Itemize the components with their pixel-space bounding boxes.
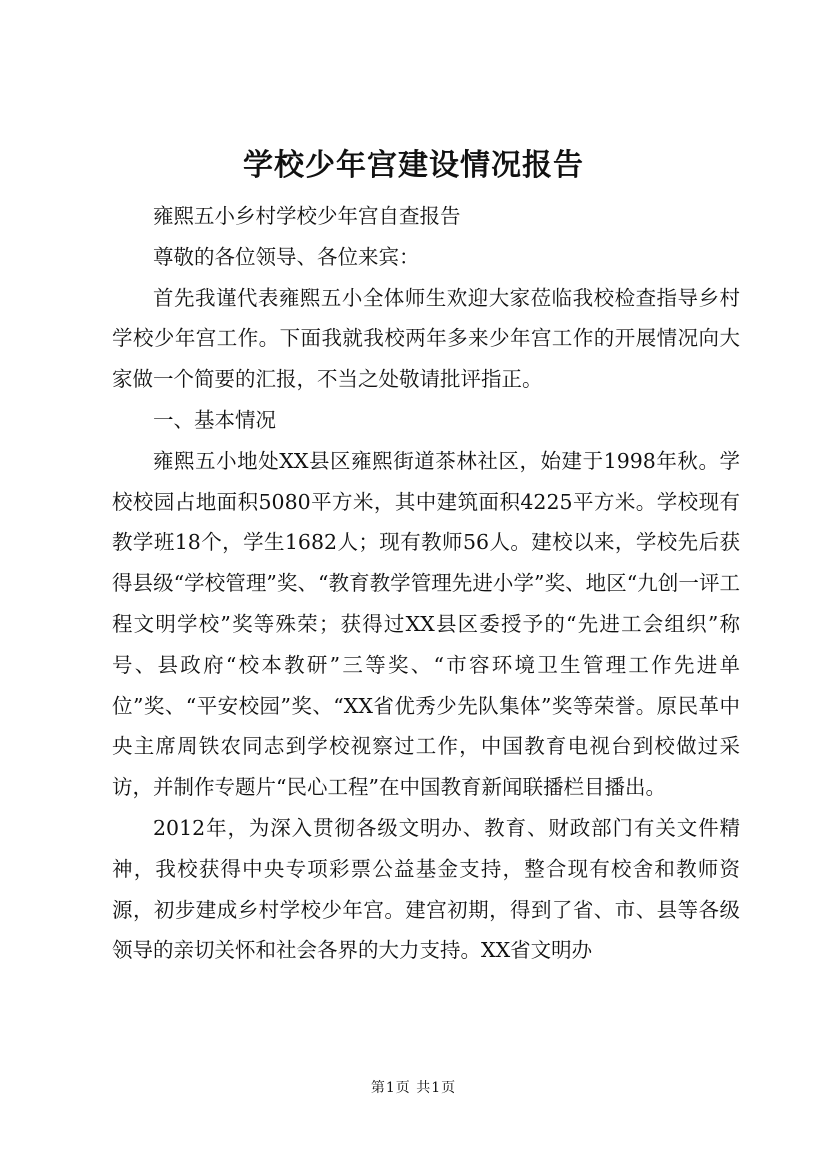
paragraph-salutation: 尊敬的各位领导、各位来宾： [153, 244, 420, 269]
paragraph-intro: 首先我谨代表雍熙五小全体师生欢迎大家莅临我校检查指导乡村学校少年宫工作。下面我就我校两年多来少年宫工作的开展情况向大家做一个简要的汇报，不当之处敬请批评指正。 [112, 285, 740, 392]
paragraph-school-overview: 雍熙五小地处XX县区雍熙街道茶林社区，始建于1998年秋。学校校园占地面积5080平方米，其中建筑面积4225平方米。学校现有教学班18个，学生1682人；现有教师56人。建校以来，学校先后获得县级“学校管理”奖、“教育教学管理先进小学”奖、地区“九创一评工程文明学校”奖等殊荣；获得过XX县区委授予的“先进工会组织”称号、县政府“校本教研”三等奖、“市容环境卫生管理工作先进单位”奖、“平安校园”奖、“XX省优秀少先队集体”奖等荣誉。原民革中央主席周铁农同志到学校视察过工作，中国教育电视台到校做过采访，并制作专题片“民心工程”在中国教育新闻联播栏目播出。 [112, 448, 740, 800]
document-title: 学校少年宫建设情况报告 [243, 148, 584, 183]
section-heading-basic-info: 一、基本情况 [153, 407, 276, 432]
paragraph-subtitle: 雍熙五小乡村学校少年宫自查报告 [153, 204, 461, 228]
page-footer: 第1页 共1页 [370, 1080, 457, 1096]
document-body [112, 196, 740, 971]
paragraph-2012-construction: 2012年，为深入贯彻各级文明办、教育、财政部门有关文件精神，我校获得中央专项彩票公益基金支持，整合现有校舍和教师资源，初步建成乡村学校少年宫。建宫初期，得到了省、市、县等各级领导的亲切关怀和社会各界的大力支持。XX省文明办 [112, 815, 740, 963]
